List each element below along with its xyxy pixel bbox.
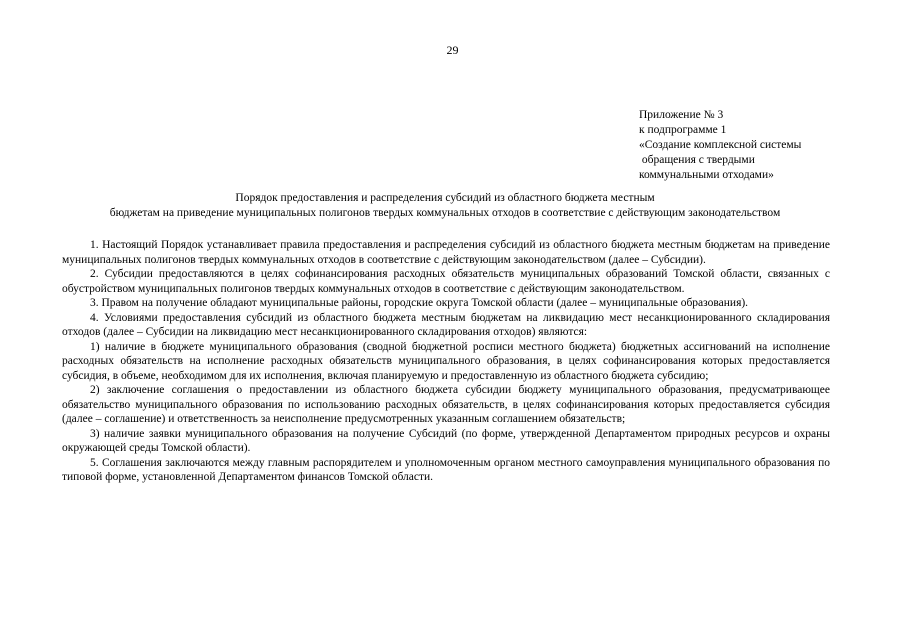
- appendix-line: обращения с твердыми: [639, 154, 755, 166]
- page-number: 29: [446, 43, 459, 57]
- document-body: [62, 238, 830, 485]
- paragraph: 3) наличие заявки муниципального образования на получение Субсидий (по форме, утвержденной Департаментом природных ресурсов и охраны окружающей среды Томской области).: [62, 427, 830, 454]
- title-line: бюджетам на приведение муниципальных полигонов твердых коммунальных отходов в соответствие с действующим законодательством: [109, 207, 781, 219]
- paragraph: 4. Условиями предоставления субсидий из областного бюджета местным бюджетам на ликвидацию мест несанкционированного складирования отходов (далее – Субсидии на ликвидацию мест несанкционированного складирования отходов) являются:: [62, 311, 830, 338]
- appendix-line: коммунальными отходами»: [639, 169, 774, 181]
- document-title: [60, 191, 830, 221]
- title-line: Порядок предоставления и распределения субсидий из областного бюджета местным: [235, 192, 655, 204]
- paragraph: 3. Правом на получение обладают муниципальные районы, городские округа Томской области (далее – муниципальные образования).: [90, 297, 749, 309]
- appendix-line: Приложение № 3: [639, 109, 724, 121]
- paragraph: 5. Соглашения заключаются между главным распорядителем и уполномоченным органом местного самоуправления муниципального образования по типовой форме, установленной Департаментом финансов Томской области.: [62, 456, 830, 483]
- appendix-line: «Создание комплексной системы: [639, 139, 802, 151]
- appendix-line: к подпрограмме 1: [639, 124, 727, 136]
- paragraph: 2) заключение соглашения о предоставлении из областного бюджета субсидии бюджету муниципального образования, предусматривающее обязательство муниципального образования по использованию расходных обязательств, в целях софинансирования которых предоставляется субсидия (далее – соглашение) и ответственность за неисполнение предусмотренных указанным соглашением обязательств;: [62, 384, 830, 425]
- paragraph: 1. Настоящий Порядок устанавливает правила предоставления и распределения субсидий из областного бюджета местным бюджетам на приведение муниципальных полигонов твердых коммунальных отходов в соответствие с действующим законодательством (далее – Субсидии).: [62, 239, 830, 266]
- paragraph: 2. Субсидии предоставляются в целях софинансирования расходных обязательств муниципальных образований Томской области, связанных с обустройством муниципальных полигонов твердых коммунальных отходов в соответствие с действующим законодательством.: [62, 268, 830, 295]
- paragraph: 1) наличие в бюджете муниципального образования (сводной бюджетной росписи местного бюджета) бюджетных ассигнований на исполнение расходных обязательств на исполнение расходных обязательств муниципального образования, в целях софинансирования которых предоставляется субсидия, в объеме, необходимом для их исполнения, включая планируемую и предоставленную из областного бюджета субсидию;: [62, 340, 830, 382]
- appendix-header: [639, 108, 801, 183]
